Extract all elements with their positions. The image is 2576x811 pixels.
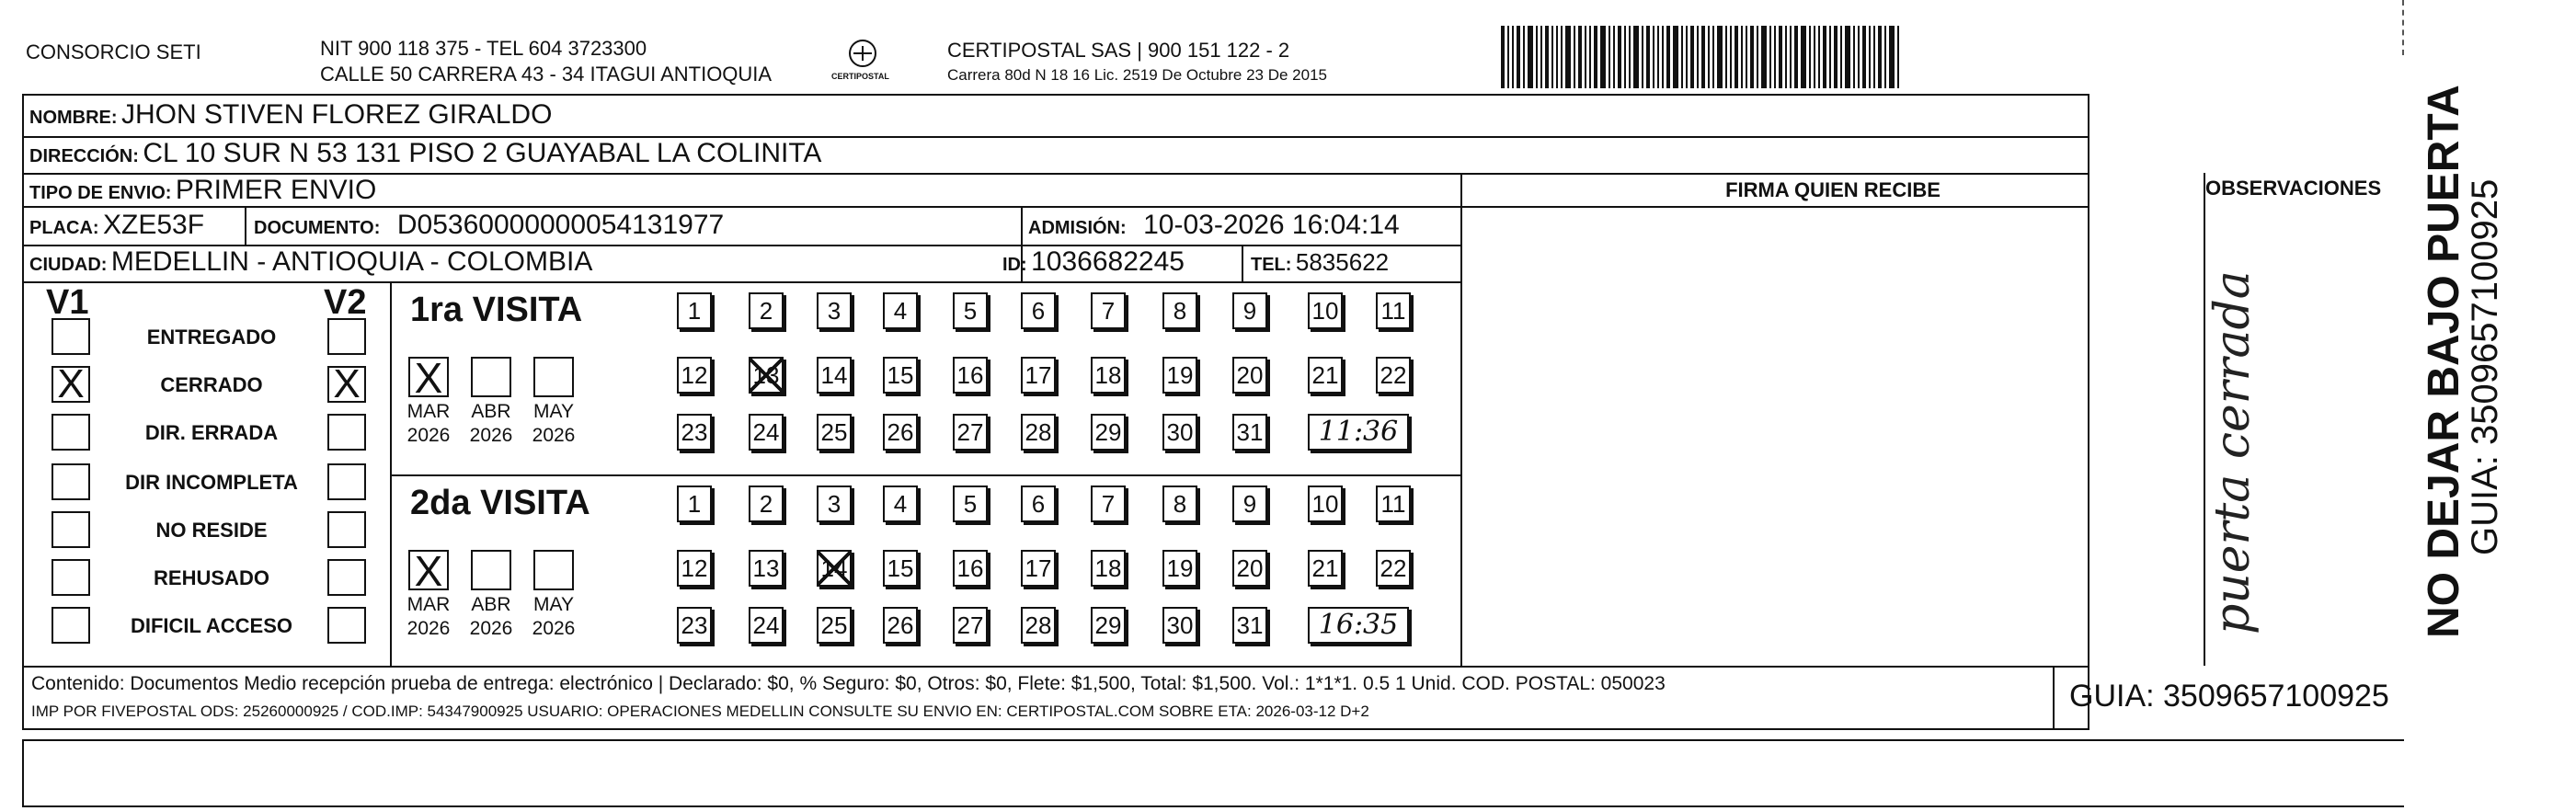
day-box[interactable]: 11	[1376, 485, 1411, 522]
barcode-bar	[1701, 26, 1705, 88]
barcode-bar	[1858, 26, 1860, 88]
barcode-bar	[1629, 26, 1631, 88]
day-box[interactable]: 7	[1091, 292, 1126, 329]
barcode-bar	[1585, 26, 1586, 88]
day-box[interactable]: 10	[1308, 485, 1343, 522]
imp-text: IMP POR FIVEPOSTAL ODS: 25260000925 / COD.IMP: 54347900925 USUARIO: OPERACIONES MEDELLIN CONSULTE SU ENVIO EN: CERTIPOSTAL.COM SOBRE ETA: 2026-03-12 D+2	[31, 702, 1369, 720]
barcode-bar	[1662, 26, 1664, 88]
barcode-bar	[1779, 26, 1782, 88]
barcode-bar	[1845, 26, 1850, 88]
day-box[interactable]: 28	[1021, 414, 1056, 451]
barcode-bar	[1551, 26, 1553, 88]
tipo-envio-value: PRIMER ENVIO	[175, 175, 377, 205]
barcode-bar	[1757, 26, 1758, 88]
v2-checkbox[interactable]	[327, 511, 366, 548]
barcode-bar	[1801, 26, 1806, 88]
day-box[interactable]: 26	[883, 607, 918, 644]
v1-checkbox[interactable]	[52, 559, 90, 596]
barcode-bar	[1528, 26, 1533, 88]
barcode-bar	[1717, 26, 1723, 88]
barcode-bar	[1657, 26, 1659, 88]
nombre-row: NOMBRE: JHON STIVEN FLOREZ GIRALDO	[29, 99, 553, 130]
day-box[interactable]: 4	[883, 485, 918, 522]
v1-checkbox[interactable]	[52, 607, 90, 644]
v1-checkbox[interactable]	[52, 414, 90, 451]
day-box[interactable]: 1	[677, 485, 712, 522]
day-box[interactable]: 30	[1162, 414, 1197, 451]
barcode-bar	[1578, 26, 1582, 88]
barcode-bar	[1708, 26, 1710, 88]
month-label: MAY	[533, 401, 574, 422]
month-checkbox[interactable]	[471, 357, 511, 397]
day-box[interactable]: 5	[953, 485, 988, 522]
barcode-bar	[1741, 26, 1743, 88]
visit-time-note: 11:36	[1308, 414, 1409, 451]
year-label: 2026	[469, 618, 513, 639]
contenido-text: Contenido: Documentos Medio recepción prueba de entrega: electrónico | Declarado: $0, % Seguro: $0, Otros: $0, Flete: $1,500, Total: $1,500. Vol.: 1*1*1. 0.5 1 Unid. COD. POSTAL: 050023	[31, 673, 1666, 694]
barcode-bar	[1642, 26, 1643, 88]
v2-checkbox[interactable]	[327, 318, 366, 355]
nombre-value: JHON STIVEN FLOREZ GIRALDO	[121, 99, 553, 130]
day-box[interactable]: 19	[1162, 357, 1197, 394]
barcode-bar	[1609, 26, 1610, 88]
barcode-bar	[1889, 26, 1895, 88]
month-label: MAY	[533, 594, 574, 615]
v1-checkbox[interactable]: X	[52, 366, 90, 403]
day-box[interactable]: 28	[1021, 607, 1056, 644]
placa-value: XZE53F	[103, 210, 205, 240]
barcode-bar	[1818, 26, 1820, 88]
day-box[interactable]: 20	[1232, 550, 1267, 587]
day-box[interactable]: 11	[1376, 292, 1411, 329]
month-checkbox[interactable]: X	[408, 550, 449, 590]
column-divider	[245, 206, 246, 245]
company-address: CALLE 50 CARRERA 43 - 34 ITAGUI ANTIOQUIA	[320, 63, 773, 86]
barcode-bar	[1829, 26, 1831, 88]
tel-cell: TEL: 5835622	[1251, 248, 1390, 276]
year-label: 2026	[469, 425, 513, 446]
day-box[interactable]: 19	[1162, 550, 1197, 587]
visit-title: 1ra VISITA	[410, 291, 583, 329]
barcode-bar	[1712, 26, 1714, 88]
day-box[interactable]: 25	[817, 607, 852, 644]
firma-header: FIRMA QUIEN RECIBE	[1725, 178, 1941, 201]
license-line: Carrera 80d N 18 16 Lic. 2519 De Octubre 23 De 2015	[947, 66, 1327, 84]
day-box[interactable]: 4	[883, 292, 918, 329]
day-box[interactable]: 30	[1162, 607, 1197, 644]
reason-label: DIR. ERRADA	[144, 421, 279, 444]
placa-cell: PLACA: XZE53F	[29, 210, 205, 240]
v2-checkbox[interactable]	[327, 559, 366, 596]
barcode-bar	[1517, 26, 1520, 88]
barcode-bar	[1507, 26, 1509, 88]
barcode-bar	[1869, 26, 1871, 88]
day-box[interactable]: 14	[817, 550, 852, 587]
bottom-line	[22, 739, 2404, 741]
day-box[interactable]: 5	[953, 292, 988, 329]
month-checkbox[interactable]	[533, 357, 574, 397]
day-box[interactable]: 3	[817, 485, 852, 522]
day-box[interactable]: 6	[1021, 292, 1056, 329]
row-divider	[22, 666, 2089, 668]
admision-value: 10-03-2026 16:04:14	[1143, 210, 1400, 240]
footer-guia: GUIA: 3509657100925	[2069, 679, 2389, 714]
day-box[interactable]: 14	[817, 357, 852, 394]
barcode-bar	[1790, 26, 1792, 88]
row-divider	[390, 474, 1460, 476]
row-divider	[22, 206, 2089, 208]
barcode-bar	[1536, 26, 1538, 88]
day-box[interactable]: 6	[1021, 485, 1056, 522]
day-box[interactable]: 18	[1091, 550, 1126, 587]
barcode-bar	[1594, 26, 1597, 88]
day-box[interactable]: 23	[677, 607, 712, 644]
barcode-bar	[1633, 26, 1639, 88]
cut-mark	[2402, 0, 2406, 55]
barcode-bar	[1746, 26, 1747, 88]
day-box[interactable]: 21	[1308, 550, 1343, 587]
day-box[interactable]: 1	[677, 292, 712, 329]
barcode-bar	[1769, 26, 1771, 88]
barcode-bar	[1884, 26, 1886, 88]
barcode-bar	[1681, 26, 1683, 88]
barcode-bar	[1809, 26, 1811, 88]
v2-label: V2	[324, 283, 367, 322]
ciudad-value: MEDELLIN - ANTIOQUIA - COLOMBIA	[110, 246, 593, 277]
barcode-bar	[1750, 26, 1754, 88]
bottom-line	[22, 805, 2404, 807]
v1-checkbox[interactable]	[52, 463, 90, 500]
barcode-bar	[1556, 26, 1558, 88]
barcode-bar	[1785, 26, 1787, 88]
v2-checkbox[interactable]	[327, 607, 366, 644]
v1-label: V1	[46, 283, 89, 322]
barcode-bar	[1613, 26, 1615, 88]
v2-checkbox[interactable]	[327, 414, 366, 451]
barcode-bar	[1897, 26, 1899, 88]
day-box[interactable]: 10	[1308, 292, 1343, 329]
barcode-bar	[1730, 26, 1732, 88]
year-label: 2026	[406, 425, 451, 446]
barcode-bar	[1774, 26, 1776, 88]
no-dejar-bajo-puerta: NO DEJAR BAJO PUERTA	[2420, 85, 2468, 638]
barcode-bar	[1666, 26, 1670, 88]
barcode-bar	[1690, 26, 1694, 88]
ciudad-cell: CIUDAD: MEDELLIN - ANTIOQUIA - COLOMBIA	[29, 246, 593, 277]
day-box[interactable]: 9	[1232, 292, 1267, 329]
day-box[interactable]: 16	[953, 357, 988, 394]
nit-line: NIT 900 118 375 - TEL 604 3723300	[320, 37, 647, 60]
month-label: MAR	[406, 594, 451, 615]
column-divider	[390, 281, 392, 666]
year-label: 2026	[532, 618, 576, 639]
tel-value: 5835622	[1295, 248, 1390, 276]
barcode-bar	[1512, 26, 1514, 88]
barcode-bar	[1523, 26, 1525, 88]
month-label: ABR	[471, 401, 511, 422]
barcode-bar	[1761, 26, 1767, 88]
barcode-bar	[1735, 26, 1738, 88]
day-box[interactable]: 12	[677, 550, 712, 587]
day-box[interactable]: 27	[953, 414, 988, 451]
barcode-bar	[1501, 26, 1505, 88]
barcode-bar	[1565, 26, 1571, 88]
day-box[interactable]: 9	[1232, 485, 1267, 522]
id-value: 1036682245	[1031, 246, 1185, 277]
barcode-bar	[1545, 26, 1549, 88]
barcode-bar	[1589, 26, 1591, 88]
day-box[interactable]: 25	[817, 414, 852, 451]
month-label: ABR	[471, 594, 511, 615]
day-box[interactable]: 29	[1091, 414, 1126, 451]
barcode-bar	[1600, 26, 1606, 88]
day-box[interactable]: 12	[677, 357, 712, 394]
day-box[interactable]: 7	[1091, 485, 1126, 522]
reason-label: DIR INCOMPLETA	[125, 471, 298, 494]
reason-label: CERRADO	[160, 373, 263, 396]
barcode-bar	[1540, 26, 1542, 88]
barcode-bar	[1794, 26, 1798, 88]
carrier-line: CERTIPOSTAL SAS | 900 151 122 - 2	[947, 39, 1290, 62]
day-box[interactable]: 26	[883, 414, 918, 451]
month-checkbox[interactable]: X	[408, 357, 449, 397]
day-box[interactable]: 17	[1021, 357, 1056, 394]
barcode	[1501, 26, 1902, 88]
day-box[interactable]: 3	[817, 292, 852, 329]
barcode-bar	[1686, 26, 1688, 88]
reason-label: NO RESIDE	[155, 519, 268, 542]
column-divider	[2053, 666, 2055, 730]
barcode-bar	[1673, 26, 1678, 88]
day-box[interactable]: 15	[883, 550, 918, 587]
v1-checkbox[interactable]	[52, 511, 90, 548]
barcode-bar	[1618, 26, 1621, 88]
visit-title: 2da VISITA	[410, 484, 590, 522]
barcode-bar	[1834, 26, 1838, 88]
day-box[interactable]: 16	[953, 550, 988, 587]
day-box[interactable]: 8	[1162, 485, 1197, 522]
day-box[interactable]: 20	[1232, 357, 1267, 394]
v1-checkbox[interactable]	[52, 318, 90, 355]
direccion-row: DIRECCIÓN: CL 10 SUR N 53 131 PISO 2 GUAYABAL LA COLINITA	[29, 138, 822, 168]
day-box[interactable]: 31	[1232, 607, 1267, 644]
reason-label: ENTREGADO	[146, 326, 277, 348]
day-box[interactable]: 13	[749, 550, 784, 587]
observaciones-header: OBSERVACIONES	[2205, 177, 2382, 200]
day-box[interactable]: 2	[749, 292, 784, 329]
tipo-envio-row: TIPO DE ENVIO: PRIMER ENVIO	[29, 175, 377, 205]
day-box[interactable]: 18	[1091, 357, 1126, 394]
barcode-bar	[1725, 26, 1727, 88]
barcode-bar	[1862, 26, 1866, 88]
admision-cell: ADMISIÓN: 10-03-2026 16:04:14	[1028, 210, 1400, 240]
direccion-value: CL 10 SUR N 53 131 PISO 2 GUAYABAL LA COLINITA	[143, 138, 822, 168]
day-box[interactable]: 22	[1376, 550, 1411, 587]
bottom-line	[22, 739, 24, 805]
day-box[interactable]: 23	[677, 414, 712, 451]
barcode-bar	[1873, 26, 1875, 88]
barcode-bar	[1574, 26, 1575, 88]
day-box[interactable]: 24	[749, 414, 784, 451]
day-box[interactable]: 27	[953, 607, 988, 644]
reason-label: REHUSADO	[154, 566, 269, 589]
barcode-bar	[1840, 26, 1842, 88]
day-box[interactable]: 21	[1308, 357, 1343, 394]
day-box[interactable]: 8	[1162, 292, 1197, 329]
v2-checkbox[interactable]	[327, 463, 366, 500]
day-box[interactable]: 13	[749, 357, 784, 394]
id-cell: ID: 1036682245	[1002, 246, 1185, 277]
month-checkbox[interactable]	[471, 550, 511, 590]
day-box[interactable]: 15	[883, 357, 918, 394]
visit-time-note: 16:35	[1308, 607, 1409, 644]
certipostal-logo: CERTIPOSTAL	[835, 37, 890, 88]
column-divider	[1460, 173, 1462, 666]
company-name: CONSORCIO SETI	[26, 40, 201, 63]
barcode-bar	[1624, 26, 1626, 88]
barcode-bar	[1653, 26, 1654, 88]
month-checkbox[interactable]	[533, 550, 574, 590]
day-box[interactable]: 2	[749, 485, 784, 522]
day-box[interactable]: 29	[1091, 607, 1126, 644]
day-box[interactable]: 31	[1232, 414, 1267, 451]
documento-value: D05360000000054131977	[396, 210, 725, 240]
barcode-bar	[1814, 26, 1815, 88]
day-box[interactable]: 17	[1021, 550, 1056, 587]
row-divider	[22, 281, 1460, 283]
year-label: 2026	[532, 425, 576, 446]
barcode-bar	[1823, 26, 1826, 88]
month-label: MAR	[406, 401, 451, 422]
observation-handwriting: puerta cerrada	[2205, 270, 2261, 634]
year-label: 2026	[406, 618, 451, 639]
column-divider	[1242, 245, 1243, 281]
barcode-bar	[1697, 26, 1699, 88]
barcode-bar	[1646, 26, 1650, 88]
documento-cell: DOCUMENTO: D05360000000054131977	[254, 210, 725, 240]
day-box[interactable]: 24	[749, 607, 784, 644]
barcode-bar	[1878, 26, 1882, 88]
day-box[interactable]: 22	[1376, 357, 1411, 394]
reason-label: DIFICIL ACCESO	[130, 614, 292, 637]
barcode-bar	[1561, 26, 1563, 88]
v2-checkbox[interactable]: X	[327, 366, 366, 403]
side-guia: GUIA: 3509657100925	[2465, 178, 2505, 555]
barcode-bar	[1853, 26, 1855, 88]
